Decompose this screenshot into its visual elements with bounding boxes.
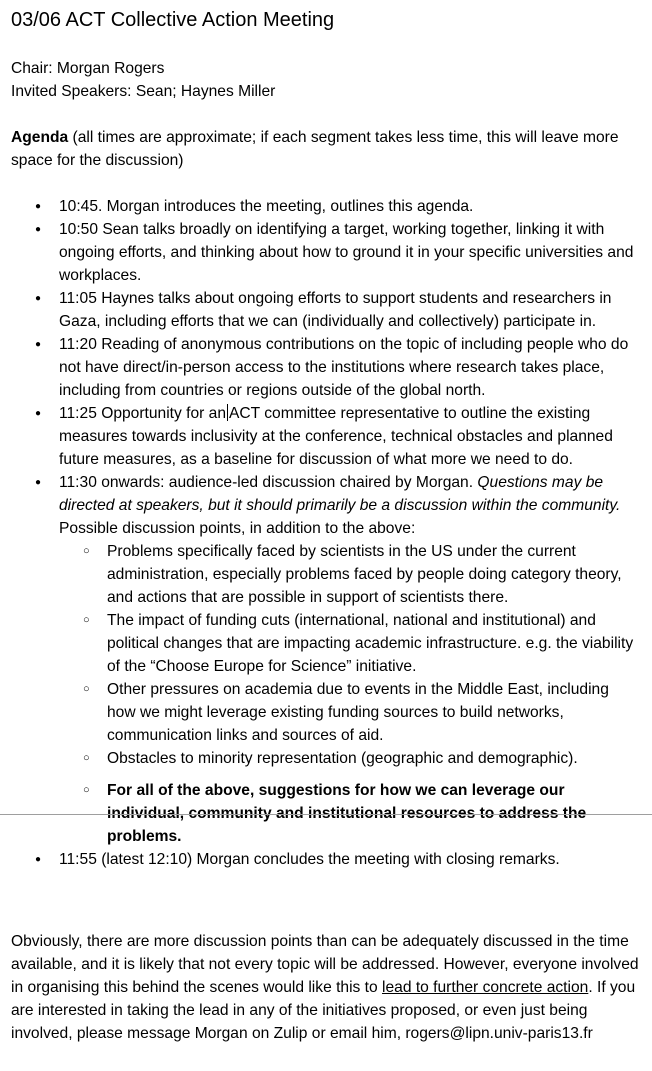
agenda-item-text: 11:55 (latest 12:10) Morgan concludes the meeting with closing remarks. xyxy=(59,851,560,868)
discussion-point-text: Problems specifically faced by scientists in the US under the current administration, especially problems faced by people doing category theory, and actions that are possible in support of scientists there. xyxy=(107,543,622,606)
discussion-points-list xyxy=(59,540,638,848)
agenda-item-text: 10:50 Sean talks broadly on identifying a target, working together, linking it with ongoing efforts, and thinking about how to ground it in your specific universities and workplaces. xyxy=(59,221,634,284)
agenda-item-text: 11:25 Opportunity for an xyxy=(59,405,227,422)
discussion-point-text: Other pressures on academia due to events in the Middle East, including how we might leverage existing funding sources to build networks, communication links and sources of aid. xyxy=(107,681,609,744)
agenda-item xyxy=(0,333,652,402)
chair-line: Chair: Morgan Rogers xyxy=(11,60,165,77)
agenda-item-text: 10:45. Morgan introduces the meeting, outlines this agenda. xyxy=(59,198,474,215)
discussion-point xyxy=(59,747,638,770)
agenda-item-text: 11:05 Haynes talks about ongoing efforts to support students and researchers in Gaza, including efforts that we can (individually and collectively) participate in. xyxy=(59,290,612,330)
agenda-item xyxy=(0,218,652,287)
agenda-item-text: ACT committee representative to outline the existing measures towards inclusivity at the conference, technical obstacles and planned future measures, as a baseline for discussion of what more we need to do. xyxy=(59,405,613,468)
text-cursor xyxy=(227,404,228,421)
discussion-point xyxy=(59,609,638,678)
discussion-point-text: For all of the above, suggestions for how we can leverage our individual, community and institutional resources to address the problems. xyxy=(107,782,587,845)
document-title: 03/06 ACT Collective Action Meeting xyxy=(11,9,335,31)
discussion-point xyxy=(59,540,638,609)
agenda-item xyxy=(0,195,652,218)
lead-to-action-link[interactable]: lead to further concrete action xyxy=(382,979,589,996)
agenda-item-text: 11:20 Reading of anonymous contributions on the topic of including people who do not have direct/in-person access to the institutions where research takes place, including from countries or regions outside of the global north. xyxy=(59,336,629,399)
agenda-note: (all times are approximate; if each segment takes less time, this will leave more space for the discussion) xyxy=(11,129,619,169)
discussion-point xyxy=(59,678,638,747)
agenda-item xyxy=(0,402,652,471)
closing-text: Obviously, there are more discussion points than can be adequately discussed in the time available, and it is likely that not every topic will be addressed. However, everyone involved in organising this behind the scenes would like this to xyxy=(11,933,639,996)
agenda-item-italic: Questions may be directed at speakers, but it should primarily be a discussion within the community. xyxy=(59,474,621,514)
agenda-item xyxy=(0,848,652,871)
agenda-item-text: Possible discussion points, in addition to the above: xyxy=(59,520,416,537)
discussion-point-text: The impact of funding cuts (international, national and institutional) and political changes that are impacting academic infrastructure. e.g. the viability of the “Choose Europe for Science” initiative. xyxy=(107,612,634,675)
agenda-item xyxy=(0,471,652,848)
agenda-list xyxy=(0,195,652,871)
page-break-line xyxy=(0,814,652,815)
closing-paragraph xyxy=(11,930,641,1045)
agenda-item-text: 11:30 onwards: audience-led discussion chaired by Morgan. xyxy=(59,474,478,491)
agenda-label: Agenda xyxy=(11,129,69,146)
closing-text: . If you are interested in taking the lead in any of the initiatives proposed, or even just being involved, please message Morgan on Zulip or email him, rogers@lipn.univ-paris13.fr xyxy=(11,979,636,1042)
agenda-item xyxy=(0,287,652,333)
agenda-heading xyxy=(11,126,641,172)
discussion-point-text: Obstacles to minority representation (geographic and demographic). xyxy=(107,750,578,767)
speakers-line: Invited Speakers: Sean; Haynes Miller xyxy=(11,83,276,100)
